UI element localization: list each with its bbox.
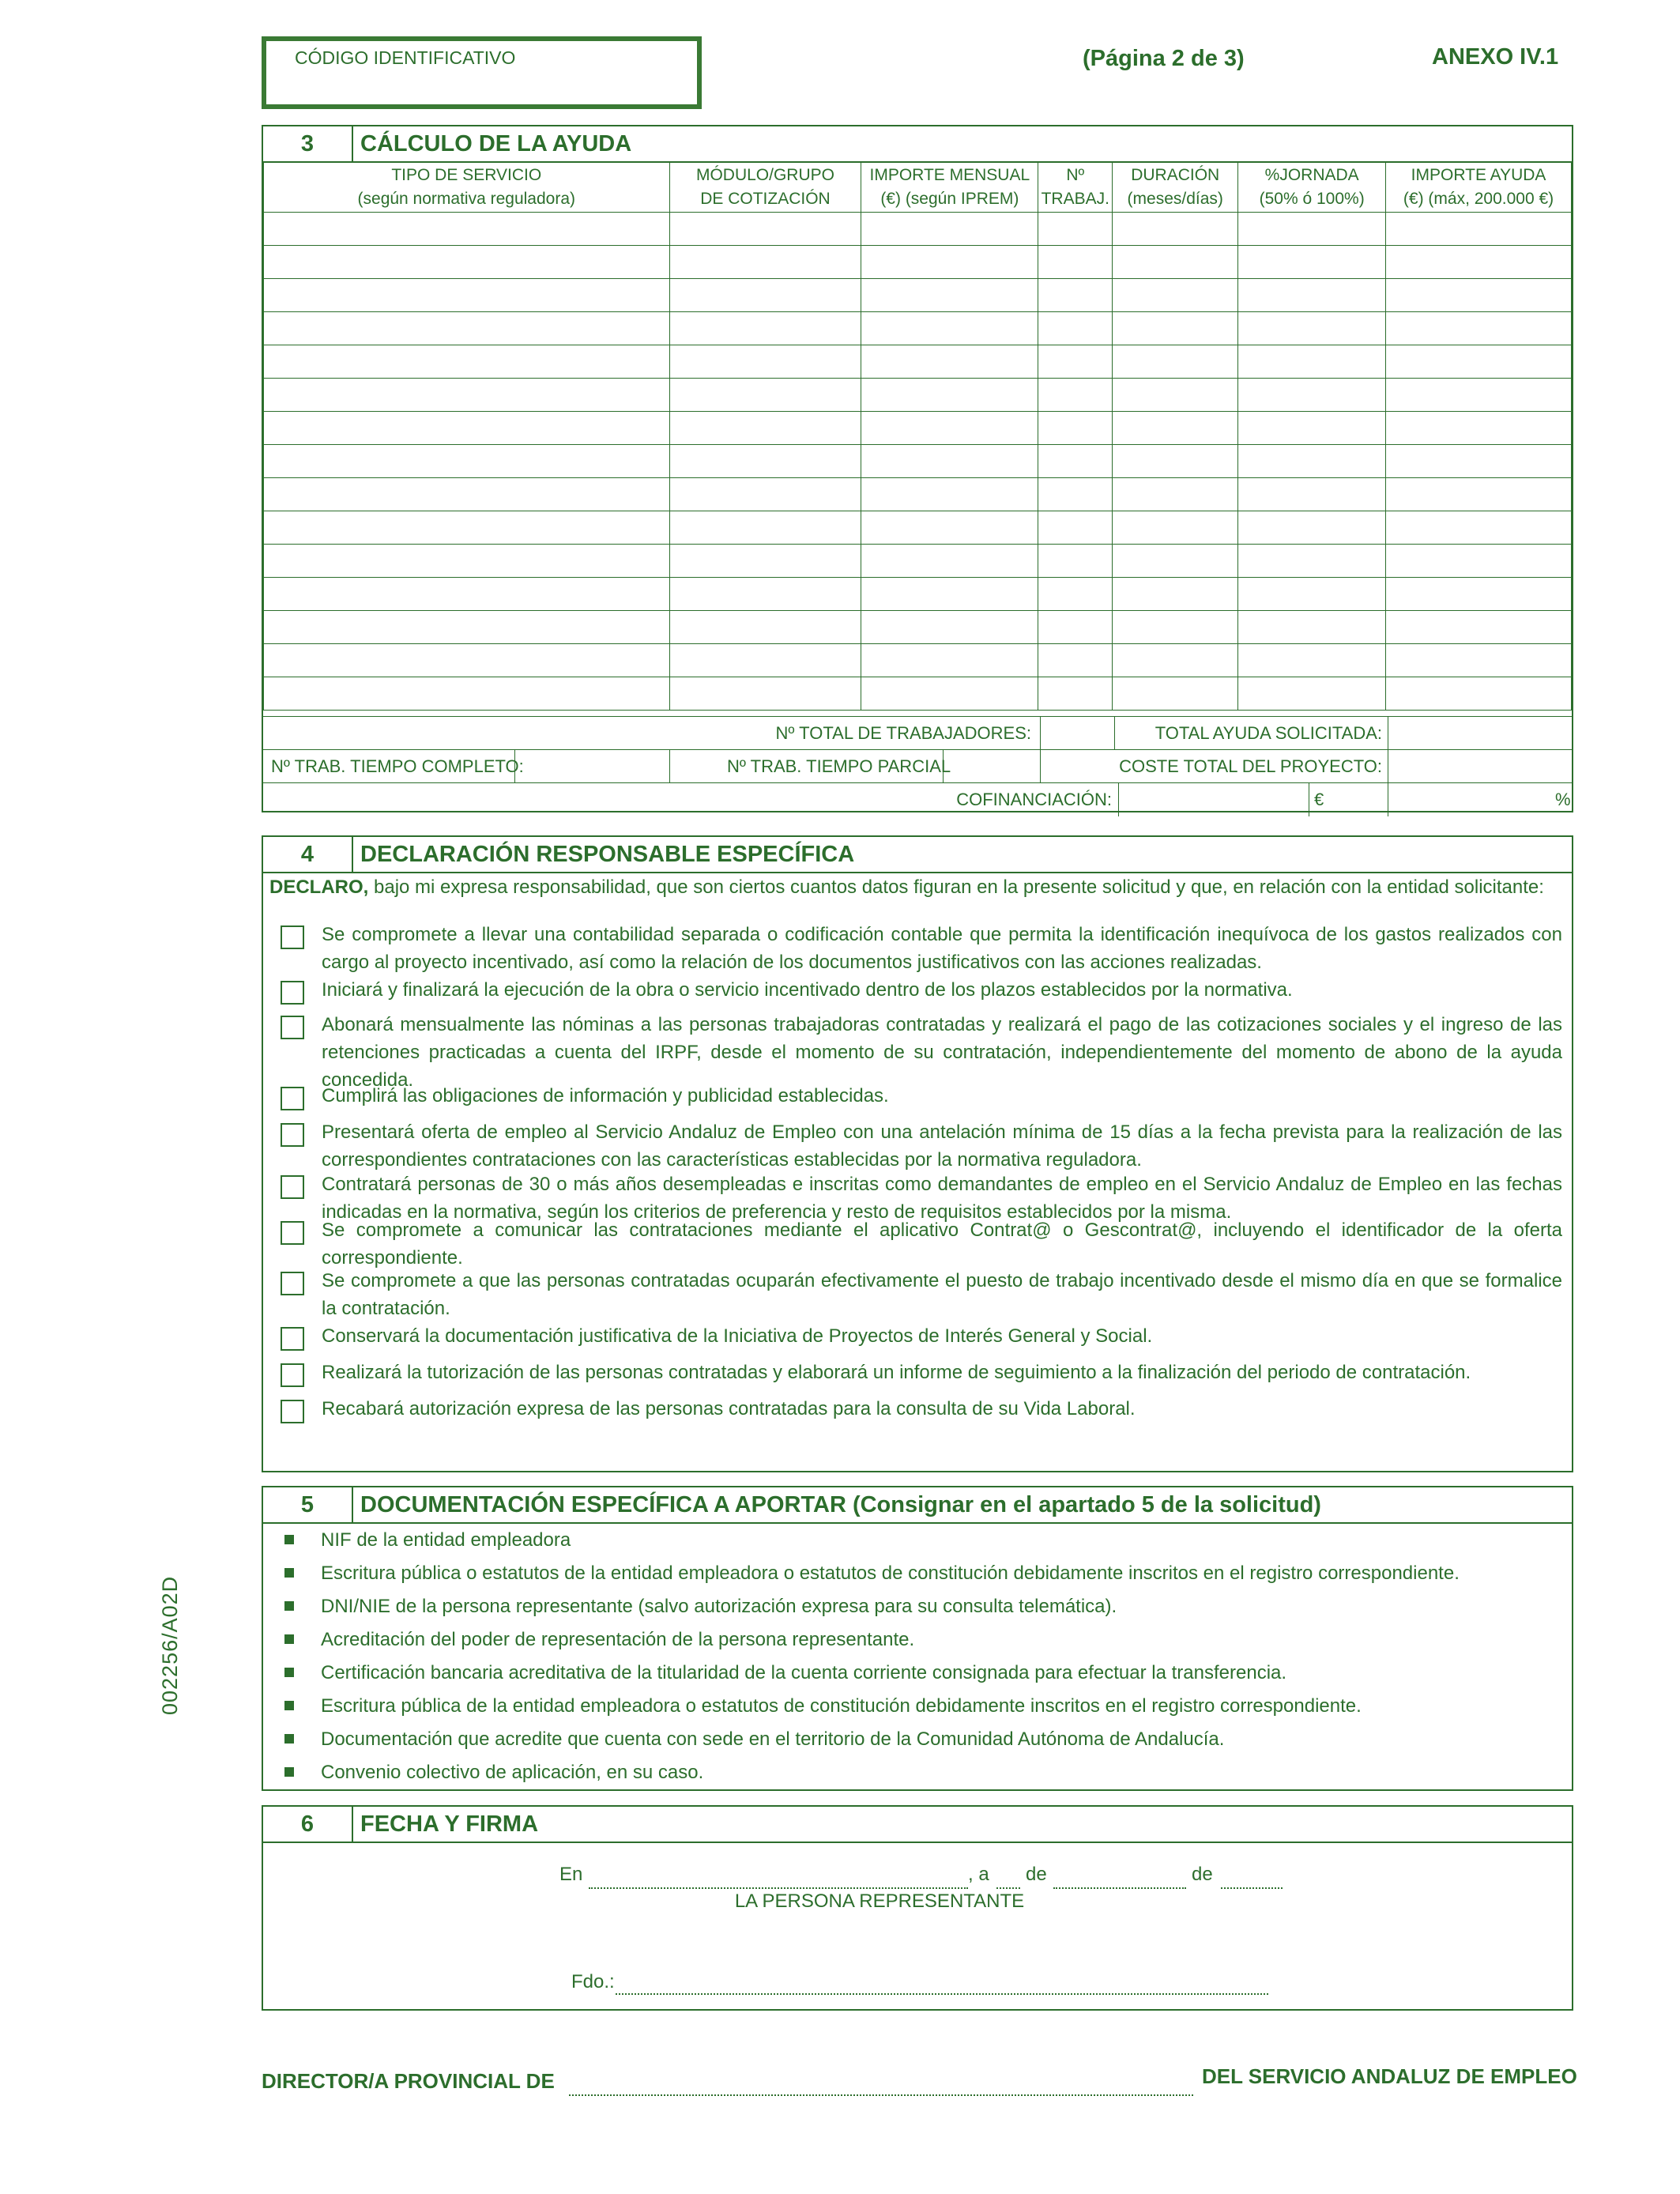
section-header xyxy=(263,837,1572,873)
en-label: En xyxy=(559,1864,583,1885)
bullet-square-icon xyxy=(284,1634,294,1644)
declaro-paragraph xyxy=(269,876,1562,898)
table-cell-input[interactable] xyxy=(861,644,1038,677)
de-label-2: de xyxy=(1192,1864,1213,1885)
section-number: 6 xyxy=(263,1807,353,1842)
table-cell-input[interactable] xyxy=(1113,412,1238,445)
bullet-square-icon xyxy=(284,1734,294,1744)
table-cell-input[interactable] xyxy=(669,345,861,379)
page-indicator: (Página 2 de 3) xyxy=(1083,46,1245,71)
section-title: DOCUMENTACIÓN ESPECÍFICA A APORTAR (Consignar en el apartado 5 de la solicitud) xyxy=(360,1492,1321,1517)
place-field[interactable] xyxy=(589,1867,968,1889)
section-header xyxy=(263,1807,1572,1843)
cofinanciacion-euro-field[interactable] xyxy=(1119,783,1309,816)
section-documentacion xyxy=(262,1486,1573,1791)
declaration-text: Iniciará y finalizará la ejecución de la obra o servicio incentivado dentro de los plazos establecidos por la normativa. xyxy=(322,979,1293,1001)
table-cell-input[interactable] xyxy=(1038,312,1113,345)
table-cell-input[interactable] xyxy=(669,379,861,412)
declaration-text: Realizará la tutorización de las personas contratadas y elaborará un informe de seguimiento a la finalización del periodo de contratación. xyxy=(322,1362,1471,1383)
table-cell-input[interactable] xyxy=(1386,312,1572,345)
table-cell-input[interactable] xyxy=(1113,578,1238,611)
declaration-text: Presentará oferta de empleo al Servicio Andaluz de Empleo con una antelación mínima de 15 días a la fecha prevista para la realización de las correspondientes contrataciones con las características establecidas por la normativa reguladora. xyxy=(322,1122,1562,1171)
document-item xyxy=(263,1524,1564,1557)
table-cell-input[interactable] xyxy=(861,213,1038,246)
table-cell-input[interactable] xyxy=(1038,445,1113,478)
table-cell-input[interactable] xyxy=(264,246,670,279)
table-cell-input[interactable] xyxy=(1113,611,1238,644)
codigo-identificativo-label: CÓDIGO IDENTIFICATIVO xyxy=(295,47,516,68)
declaration-checkbox[interactable] xyxy=(281,925,304,949)
table-cell-input[interactable] xyxy=(861,677,1038,711)
document-item xyxy=(263,1623,1564,1657)
table-cell-input[interactable] xyxy=(1038,677,1113,711)
table-cell-input[interactable] xyxy=(1113,511,1238,545)
document-text: Certificación bancaria acreditativa de la titularidad de la cuenta corriente consignada para efectuar la transferencia. xyxy=(321,1662,1287,1683)
document-text: Escritura pública de la entidad empleadora o estatutos de constitución debidamente inscritos en el registro correspondiente. xyxy=(321,1695,1362,1717)
column-header xyxy=(1386,162,1572,213)
table-cell-input[interactable] xyxy=(1386,644,1572,677)
table-cell-input[interactable] xyxy=(1038,478,1113,511)
table-row xyxy=(264,345,1572,379)
table-cell-input[interactable] xyxy=(1113,644,1238,677)
table-cell-input[interactable] xyxy=(1038,611,1113,644)
bullet-square-icon xyxy=(284,1767,294,1777)
tiempo-completo-label: Nº TRAB. TIEMPO COMPLETO: xyxy=(271,756,524,776)
declaration-text: Se compromete a llevar una contabilidad separada o codificación contable que permita la identificación inequívoca de los gastos realizados con cargo al proyecto incentivado, así como la relación de los documentos justificativos con las acciones realizadas. xyxy=(322,924,1562,973)
column-header xyxy=(264,162,670,213)
declaration-checkbox[interactable] xyxy=(281,1272,304,1295)
declaration-checkbox[interactable] xyxy=(281,1221,304,1245)
declaration-checkbox[interactable] xyxy=(281,1087,304,1110)
euro-symbol: € xyxy=(1314,790,1324,809)
year-field[interactable] xyxy=(1221,1867,1283,1889)
column-header-line2: (50% ó 100%) xyxy=(1259,189,1365,208)
table-row xyxy=(264,677,1572,711)
column-header-line1: IMPORTE AYUDA xyxy=(1411,165,1546,184)
table-cell-input[interactable] xyxy=(669,412,861,445)
bullet-square-icon xyxy=(284,1568,294,1578)
table-cell-input[interactable] xyxy=(264,312,670,345)
declaro-text: bajo mi expresa responsabilidad, que son ciertos cuantos datos figuran en la presente solicitud y que, en relación con la entidad solicitante: xyxy=(368,876,1544,898)
section-fecha-firma xyxy=(262,1805,1573,2011)
table-cell-input[interactable] xyxy=(1386,478,1572,511)
table-cell-input[interactable] xyxy=(861,412,1038,445)
column-header xyxy=(669,162,861,213)
table-cell-input[interactable] xyxy=(669,478,861,511)
table-cell-input[interactable] xyxy=(1038,279,1113,312)
table-cell-input[interactable] xyxy=(1113,677,1238,711)
summary-row-tiempos xyxy=(263,749,1572,783)
column-header-line2: (€) (máx, 200.000 €) xyxy=(1403,189,1554,208)
table-row xyxy=(264,312,1572,345)
table-row xyxy=(264,578,1572,611)
table-cell-input[interactable] xyxy=(1386,412,1572,445)
column-header-line1: IMPORTE MENSUAL xyxy=(869,165,1030,184)
table-cell-input[interactable] xyxy=(264,412,670,445)
table-cell-input[interactable] xyxy=(1038,345,1113,379)
column-header-line1: Nº xyxy=(1066,165,1085,184)
column-header xyxy=(1113,162,1238,213)
table-cell-input[interactable] xyxy=(861,445,1038,478)
table-cell-input[interactable] xyxy=(1113,213,1238,246)
table-cell-input[interactable] xyxy=(1238,345,1386,379)
table-row xyxy=(264,545,1572,578)
table-cell-input[interactable] xyxy=(264,379,670,412)
side-form-code: 002256/A02D xyxy=(158,1575,182,1715)
declaration-checkbox[interactable] xyxy=(281,1123,304,1147)
column-header-line1: MÓDULO/GRUPO xyxy=(695,165,834,184)
table-cell-input[interactable] xyxy=(861,478,1038,511)
column-header xyxy=(1238,162,1386,213)
declaration-text: Recabará autorización expresa de las personas contratadas para la consulta de su Vida Laboral. xyxy=(322,1398,1136,1419)
tiempo-parcial-label: Nº TRAB. TIEMPO PARCIAL xyxy=(727,756,951,776)
table-cell-input[interactable] xyxy=(1113,545,1238,578)
servicio-andaluz-label: DEL SERVICIO ANDALUZ DE EMPLEO xyxy=(1202,2064,1577,2088)
table-cell-input[interactable] xyxy=(264,511,670,545)
declaration-checkbox[interactable] xyxy=(281,1400,304,1423)
table-row xyxy=(264,644,1572,677)
table-cell-input[interactable] xyxy=(669,545,861,578)
signature-name-field[interactable] xyxy=(616,1973,1268,1995)
declaration-checkbox[interactable] xyxy=(281,1327,304,1351)
table-cell-input[interactable] xyxy=(861,511,1038,545)
table-cell-input[interactable] xyxy=(1238,246,1386,279)
column-header-line2: (según normativa reguladora) xyxy=(357,189,575,208)
de-label-1: de xyxy=(1026,1864,1047,1885)
table-cell-input[interactable] xyxy=(861,379,1038,412)
declaration-text: Conservará la documentación justificativa de la Iniciativa de Proyectos de Interés General y Social. xyxy=(322,1325,1153,1347)
bullet-square-icon xyxy=(284,1668,294,1677)
cofinanciacion-label: COFINANCIACIÓN: xyxy=(956,790,1112,809)
document-text: Acreditación del poder de representación de la persona representante. xyxy=(321,1629,915,1650)
table-cell-input[interactable] xyxy=(264,578,670,611)
table-cell-input[interactable] xyxy=(1386,611,1572,644)
table-cell-input[interactable] xyxy=(1038,412,1113,445)
table-cell-input[interactable] xyxy=(264,478,670,511)
director-provincial-label: DIRECTOR/A PROVINCIAL DE xyxy=(262,2069,555,2093)
table-row xyxy=(264,611,1572,644)
tiempo-parcial-field[interactable] xyxy=(944,750,1040,783)
declaration-text: Cumplirá las obligaciones de información y publicidad establecidas. xyxy=(322,1085,889,1106)
declaration-checkbox[interactable] xyxy=(281,1363,304,1387)
column-header xyxy=(861,162,1038,213)
column-header-line2: DE COTIZACIÓN xyxy=(700,189,831,208)
fdo-label: Fdo.: xyxy=(571,1971,615,1992)
total-ayuda-field[interactable] xyxy=(1388,717,1570,750)
declaration-text: Abonará mensualmente las nóminas a las personas trabajadoras contratadas y realizará el pago de las cotizaciones sociales y el ingreso de las retenciones practicadas a cuenta del IRPF, desde el momento de su contratación, independientemente del momento de abono de la ayuda concedida. xyxy=(322,1014,1562,1091)
document-text: Documentación que acredite que cuenta con sede en el territorio de la Comunidad Autónoma de Andalucía. xyxy=(321,1728,1225,1750)
table-cell-input[interactable] xyxy=(1038,246,1113,279)
column-header-line2: (€) (según IPREM) xyxy=(880,189,1019,208)
anexo-label: ANEXO IV.1 xyxy=(1432,44,1559,70)
table-cell-input[interactable] xyxy=(264,345,670,379)
section-declaracion xyxy=(262,835,1573,1472)
table-cell-input[interactable] xyxy=(861,345,1038,379)
table-cell-input[interactable] xyxy=(1238,511,1386,545)
document-text: NIF de la entidad empleadora xyxy=(321,1529,571,1551)
table-cell-input[interactable] xyxy=(1038,545,1113,578)
table-cell-input[interactable] xyxy=(1038,644,1113,677)
column-header-line2: TRABAJ. xyxy=(1041,189,1109,208)
table-cell-input[interactable] xyxy=(1113,246,1238,279)
total-trabajadores-field[interactable] xyxy=(1041,717,1114,750)
table-cell-input[interactable] xyxy=(1038,578,1113,611)
table-cell-input[interactable] xyxy=(1038,511,1113,545)
table-cell-input[interactable] xyxy=(669,677,861,711)
table-cell-input[interactable] xyxy=(1113,312,1238,345)
column-header xyxy=(1038,162,1113,213)
table-row xyxy=(264,412,1572,445)
section-title: CÁLCULO DE LA AYUDA xyxy=(360,131,632,156)
table-cell-input[interactable] xyxy=(1113,279,1238,312)
coste-total-label: COSTE TOTAL DEL PROYECTO: xyxy=(1119,756,1382,776)
table-cell-input[interactable] xyxy=(1113,379,1238,412)
table-cell-input[interactable] xyxy=(861,578,1038,611)
table-cell-input[interactable] xyxy=(264,677,670,711)
declaration-text: Se compromete a comunicar las contrataciones mediante el aplicativo Contrat@ o Gescontrat@, incluyendo el identificador de la oferta correspondiente. xyxy=(322,1220,1562,1269)
table-row xyxy=(264,445,1572,478)
day-field[interactable] xyxy=(996,1867,1020,1889)
document-item xyxy=(263,1590,1564,1623)
table-row xyxy=(264,478,1572,511)
table-cell-input[interactable] xyxy=(1386,445,1572,478)
document-item xyxy=(263,1756,1564,1789)
section-number: 5 xyxy=(263,1487,353,1522)
table-cell-input[interactable] xyxy=(264,611,670,644)
table-row xyxy=(264,246,1572,279)
table-cell-input[interactable] xyxy=(1113,445,1238,478)
table-cell-input[interactable] xyxy=(1238,279,1386,312)
table-cell-input[interactable] xyxy=(1238,379,1386,412)
document-item xyxy=(263,1557,1564,1590)
table-cell-input[interactable] xyxy=(1386,246,1572,279)
table-row xyxy=(264,213,1572,246)
table-cell-input[interactable] xyxy=(861,611,1038,644)
document-item xyxy=(263,1657,1564,1690)
table-cell-input[interactable] xyxy=(264,213,670,246)
table-header-row xyxy=(264,162,1572,213)
table-row xyxy=(264,279,1572,312)
table-cell-input[interactable] xyxy=(1386,677,1572,711)
table-cell-input[interactable] xyxy=(669,578,861,611)
table-cell-input[interactable] xyxy=(669,511,861,545)
section-title: FECHA Y FIRMA xyxy=(360,1811,539,1837)
table-cell-input[interactable] xyxy=(1238,545,1386,578)
provincia-field[interactable] xyxy=(569,2072,1193,2096)
section-header xyxy=(263,126,1572,163)
table-cell-input[interactable] xyxy=(669,644,861,677)
cofinanciacion-percent-field[interactable] xyxy=(1388,783,1550,816)
declaration-checkbox[interactable] xyxy=(281,1175,304,1199)
table-cell-input[interactable] xyxy=(1386,379,1572,412)
table-cell-input[interactable] xyxy=(1238,312,1386,345)
table-cell-input[interactable] xyxy=(861,312,1038,345)
table-cell-input[interactable] xyxy=(264,545,670,578)
calculo-table xyxy=(263,161,1572,711)
column-header-line1: TIPO DE SERVICIO xyxy=(391,165,542,184)
table-cell-input[interactable] xyxy=(669,611,861,644)
bullet-square-icon xyxy=(284,1601,294,1611)
section-number: 4 xyxy=(263,837,353,872)
table-cell-input[interactable] xyxy=(1238,611,1386,644)
codigo-identificativo-box[interactable] xyxy=(262,36,702,109)
section-header xyxy=(263,1487,1572,1524)
table-cell-input[interactable] xyxy=(1113,345,1238,379)
column-header-line2: (meses/días) xyxy=(1127,189,1223,208)
table-cell-input[interactable] xyxy=(1386,578,1572,611)
coste-total-field[interactable] xyxy=(1388,750,1570,783)
table-cell-input[interactable] xyxy=(1238,213,1386,246)
table-cell-input[interactable] xyxy=(1386,345,1572,379)
column-header-line1: %JORNADA xyxy=(1264,165,1359,184)
summary-row-cofinanciacion xyxy=(263,782,1572,816)
total-trabajadores-label: Nº TOTAL DE TRABAJADORES: xyxy=(775,723,1031,743)
section-calculo-ayuda xyxy=(262,125,1573,812)
table-cell-input[interactable] xyxy=(1038,379,1113,412)
table-cell-input[interactable] xyxy=(1386,511,1572,545)
table-cell-input[interactable] xyxy=(669,213,861,246)
table-cell-input[interactable] xyxy=(1238,677,1386,711)
persona-representante-label: LA PERSONA REPRESENTANTE xyxy=(734,1891,1025,1912)
table-cell-input[interactable] xyxy=(669,312,861,345)
table-cell-input[interactable] xyxy=(1238,445,1386,478)
table-cell-input[interactable] xyxy=(264,644,670,677)
tiempo-completo-field[interactable] xyxy=(515,750,669,783)
table-cell-input[interactable] xyxy=(669,445,861,478)
table-cell-input[interactable] xyxy=(1038,213,1113,246)
declaration-text: Contratará personas de 30 o más años desempleadas e inscritas como demandantes de empleo en el Servicio Andaluz de Empleo en las fechas indicadas en la normativa, según los criterios de preferencia y resto de requisitos establecidos por la misma. xyxy=(322,1174,1562,1223)
document-item xyxy=(263,1723,1564,1756)
percent-symbol: % xyxy=(1555,790,1571,809)
table-cell-input[interactable] xyxy=(1238,478,1386,511)
a-label: , a xyxy=(968,1864,989,1885)
table-cell-input[interactable] xyxy=(669,279,861,312)
declaro-bold: DECLARO, xyxy=(269,876,369,898)
bullet-square-icon xyxy=(284,1535,294,1544)
declaration-text: Se compromete a que las personas contratadas ocuparán efectivamente el puesto de trabajo incentivado desde el mismo día en que se formalice la contratación. xyxy=(322,1270,1562,1319)
table-cell-input[interactable] xyxy=(861,279,1038,312)
section-number: 3 xyxy=(263,126,353,161)
document-text: DNI/NIE de la persona representante (salvo autorización expresa para su consulta telemática). xyxy=(321,1596,1117,1617)
document-text: Convenio colectivo de aplicación, en su caso. xyxy=(321,1762,704,1783)
month-field[interactable] xyxy=(1053,1867,1186,1889)
section-title: DECLARACIÓN RESPONSABLE ESPECÍFICA xyxy=(360,842,855,867)
declaration-checkbox[interactable] xyxy=(281,1016,304,1039)
bullet-square-icon xyxy=(284,1701,294,1710)
table-row xyxy=(264,379,1572,412)
table-cell-input[interactable] xyxy=(861,545,1038,578)
table-row xyxy=(264,511,1572,545)
table-cell-input[interactable] xyxy=(1238,644,1386,677)
table-cell-input[interactable] xyxy=(1113,478,1238,511)
table-cell-input[interactable] xyxy=(861,246,1038,279)
total-ayuda-label: TOTAL AYUDA SOLICITADA: xyxy=(1155,723,1382,743)
table-cell-input[interactable] xyxy=(1238,578,1386,611)
document-item xyxy=(263,1690,1564,1723)
table-cell-input[interactable] xyxy=(1386,213,1572,246)
document-text: Escritura pública o estatutos de la entidad empleadora o estatutos de constitución debidamente inscritos en el registro correspondiente. xyxy=(321,1563,1460,1584)
table-cell-input[interactable] xyxy=(1238,412,1386,445)
column-header-line1: DURACIÓN xyxy=(1131,165,1220,184)
declaration-checkbox[interactable] xyxy=(281,981,304,1005)
table-cell-input[interactable] xyxy=(264,445,670,478)
summary-row-totals xyxy=(263,716,1572,750)
table-cell-input[interactable] xyxy=(669,246,861,279)
table-cell-input[interactable] xyxy=(1386,545,1572,578)
table-cell-input[interactable] xyxy=(264,279,670,312)
table-cell-input[interactable] xyxy=(1386,279,1572,312)
